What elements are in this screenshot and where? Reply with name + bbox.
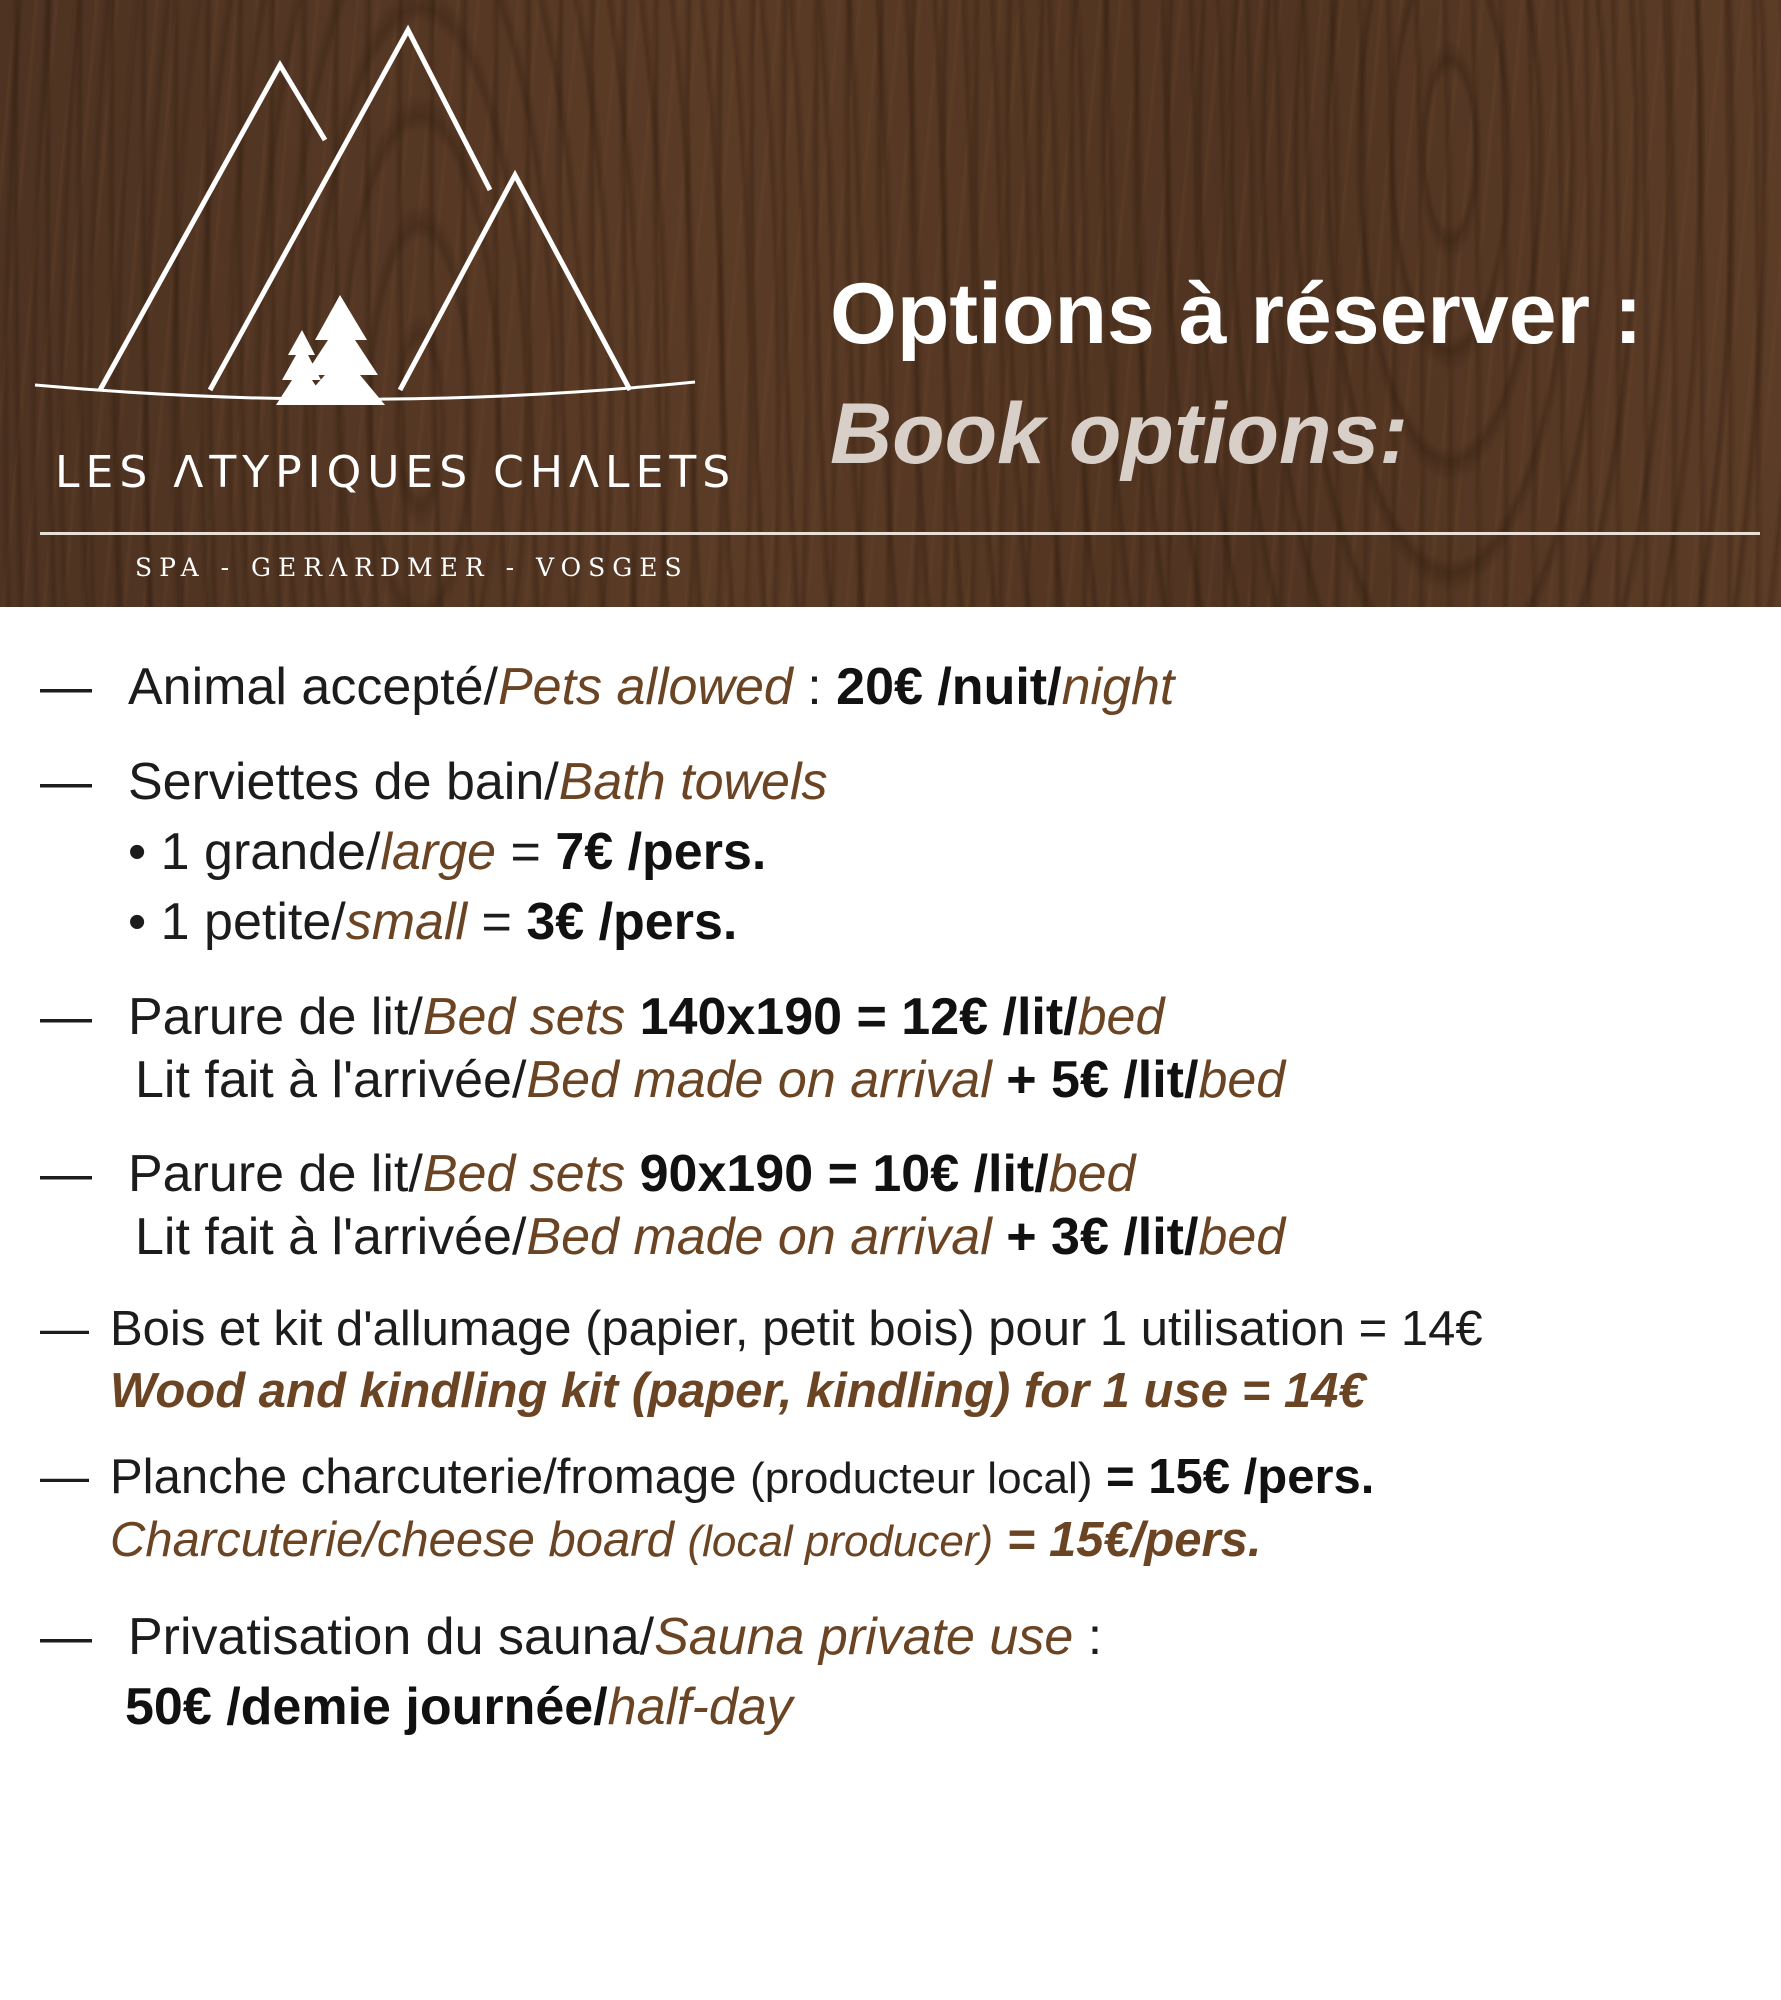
header-divider	[40, 532, 1760, 535]
option-towels-small: • 1 petite/small = 3€ /pers.	[128, 893, 738, 951]
page-title-fr: Options à réserver :	[830, 266, 1643, 362]
option-bed-140-made: Lit fait à l'arrivée/Bed made on arrival + 5€ /lit/bed	[135, 1051, 1286, 1109]
options-list	[0, 607, 1781, 2000]
option-wood-en: Wood and kindling kit (paper, kindling) for 1 use = 14€	[110, 1364, 1366, 1418]
option-board-fr: — Planche charcuterie/fromage (producteur local) = 15€ /pers.	[40, 1450, 1375, 1504]
option-board-en: Charcuterie/cheese board (local producer) = 15€/pers.	[110, 1513, 1262, 1567]
option-sauna-price: 50€ /demie journée/half-day	[125, 1678, 793, 1736]
option-bed-140: — Parure de lit/Bed sets 140x190 = 12€ /lit/bed	[40, 988, 1165, 1046]
option-towels: — Serviettes de bain/Bath towels	[40, 753, 828, 811]
brand-tagline: SPA - GERΛRDMER - VOSGES	[135, 553, 689, 582]
option-towels-large: • 1 grande/large = 7€ /pers.	[128, 823, 767, 881]
option-bed-90: — Parure de lit/Bed sets 90x190 = 10€ /lit/bed	[40, 1145, 1136, 1203]
option-pets: — Animal accepté/Pets allowed : 20€ /nuit/night	[40, 658, 1175, 716]
option-bed-90-made: Lit fait à l'arrivée/Bed made on arrival + 3€ /lit/bed	[135, 1208, 1286, 1266]
page-title-en: Book options:	[830, 386, 1409, 482]
header-banner	[0, 0, 1781, 607]
mountain-logo-icon	[30, 20, 710, 450]
brand-name: LES ΛTYPIQUES CHΛLETS	[55, 447, 737, 498]
option-wood-fr: — Bois et kit d'allumage (papier, petit bois) pour 1 utilisation = 14€	[40, 1302, 1483, 1356]
option-sauna: — Privatisation du sauna/Sauna private use :	[40, 1608, 1103, 1666]
